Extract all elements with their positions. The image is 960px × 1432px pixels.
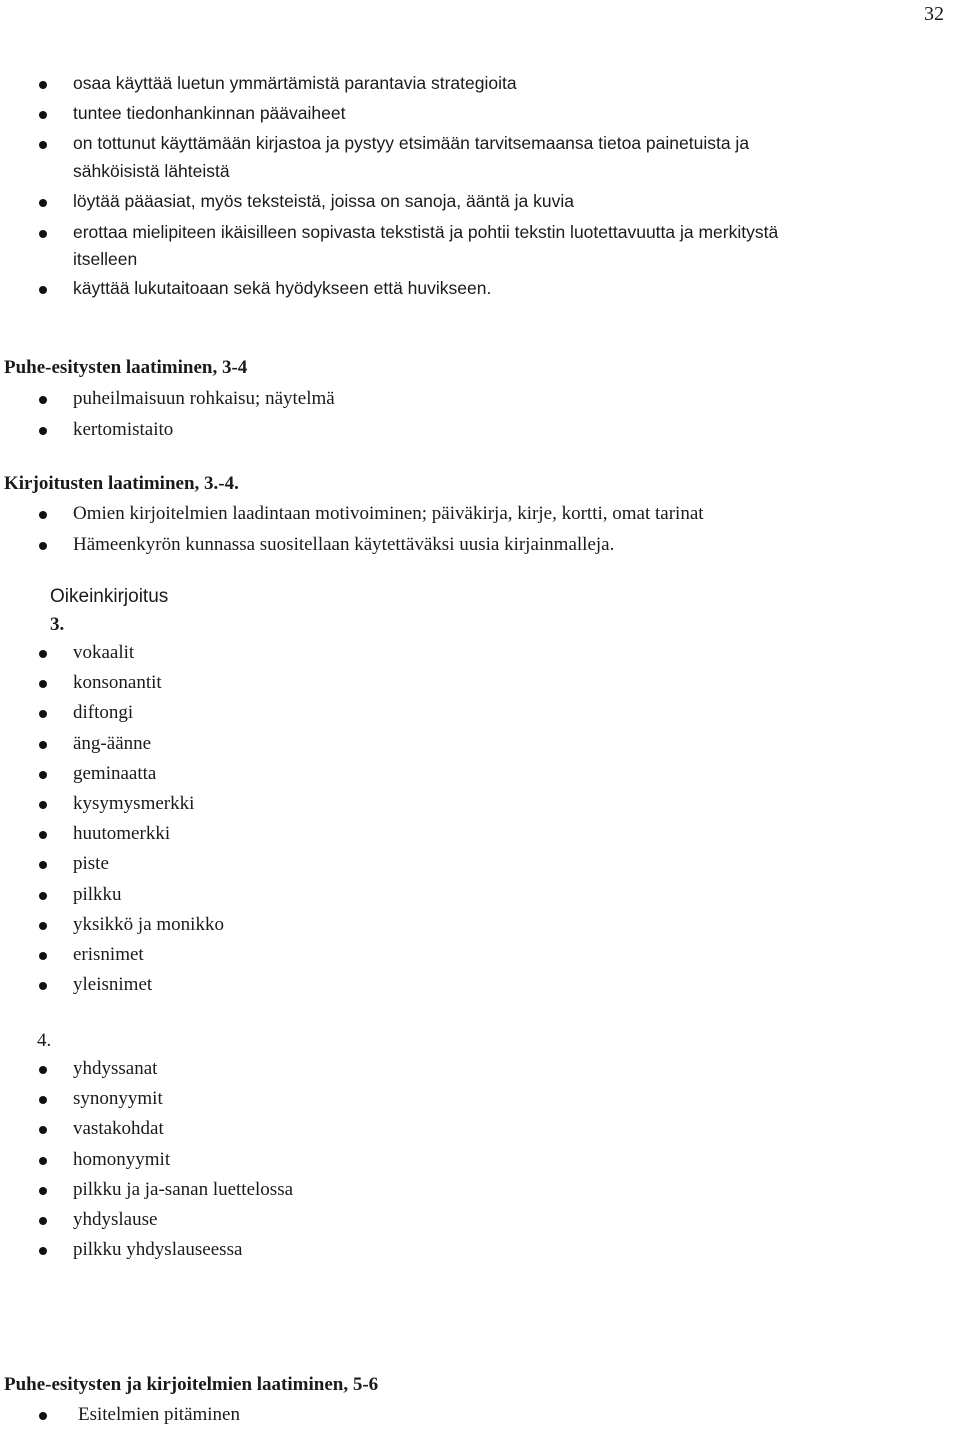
list-item: yleisnimet [73,974,153,996]
list-item: homonyymit [73,1148,171,1170]
bullet-icon [39,427,47,435]
list-item: tuntee tiedonhankinnan päävaiheet [73,103,346,123]
list-item: on tottunut käyttämään kirjastoa ja pystyy etsimään tarvitsemaansa tietoa painetuista ja [73,133,750,153]
grade-label: 3. [50,614,65,635]
list-item-continuation: sähköisistä lähteistä [73,161,230,181]
list-item: geminaatta [73,762,157,784]
list-item: löytää pääasiat, myös teksteistä, joissa on sanoja, ääntä ja kuvia [73,191,574,211]
bullet-icon [39,1187,47,1195]
list-item: puheilmaisuun rohkaisu; näytelmä [73,388,335,409]
list-item: Omien kirjoitelmien laadintaan motivoiminen; päiväkirja, kirje, kortti, omat tarinat [73,503,704,524]
bullet-icon [39,892,47,900]
list-item: kysymysmerkki [73,793,195,814]
bullet-icon [39,831,47,839]
list-item: pilkku [73,883,122,905]
bullet-icon [39,141,47,149]
section-heading: Kirjoitusten laatiminen, 3.-4. [4,473,239,494]
list-item: kertomistaito [73,419,174,440]
bullet-icon [39,741,47,749]
list-item: konsonantit [73,672,162,694]
list-item: synonyymit [73,1088,163,1110]
list-item: huutomerkki [73,823,171,845]
bullet-icon [39,230,47,238]
bullet-icon [39,801,47,809]
list-item: erottaa mielipiteen ikäisilleen sopivasta tekstistä ja pohtii tekstin luotettavuutta ja merkitystä [73,222,779,242]
section-heading: Puhe-esitysten laatiminen, 3-4 [4,357,248,378]
list-item: piste [73,853,109,875]
bullet-icon [39,396,47,404]
bullet-icon [39,710,47,718]
bullet-icon [39,1157,47,1165]
list-item: diftongi [73,702,134,724]
grade-label: 4. [37,1030,52,1051]
list-item: pilkku ja ja-sanan luettelossa [73,1178,294,1200]
list-item: Hämeenkyrön kunnassa suositellaan käytettäväksi uusia kirjainmalleja. [73,534,615,555]
list-item: Esitelmien pitäminen [78,1404,240,1425]
list-item: erisnimet [73,944,144,965]
list-item: yksikkö ja monikko [73,913,224,935]
bullet-icon [39,922,47,930]
bullet-icon [39,952,47,960]
bullet-icon [39,542,47,550]
list-item: yhdyslause [73,1209,158,1230]
list-item: osaa käyttää luetun ymmärtämistä parantavia strategioita [73,73,517,93]
list-item: käyttää lukutaitoaan sekä hyödykseen että huvikseen. [73,278,492,298]
bullet-icon [39,1126,47,1134]
bullet-icon [39,650,47,658]
bullet-icon [39,861,47,869]
list-item: pilkku yhdyslauseessa [73,1239,243,1261]
bullet-icon [39,511,47,519]
bullet-icon [39,81,47,89]
bullet-icon [39,771,47,779]
bullet-icon [39,1247,47,1255]
section-heading: Puhe-esitysten ja kirjoitelmien laatiminen, 5-6 [4,1374,379,1395]
section-heading: Oikeinkirjoitus [50,586,169,607]
bullet-icon [39,680,47,688]
list-item: äng-äänne [73,732,152,754]
bullet-icon [39,1217,47,1225]
list-item: yhdyssanat [73,1058,158,1079]
bullet-icon [39,111,47,119]
bullet-icon [39,1096,47,1104]
bullet-icon [39,982,47,990]
bullet-icon [39,199,47,207]
bullet-icon [39,286,47,294]
list-item: vastakohdat [73,1118,164,1140]
list-item: vokaalit [73,642,135,663]
bullet-icon [39,1412,47,1420]
page-number: 32 [924,3,944,25]
bullet-icon [39,1066,47,1074]
list-item-continuation: itselleen [73,249,138,269]
